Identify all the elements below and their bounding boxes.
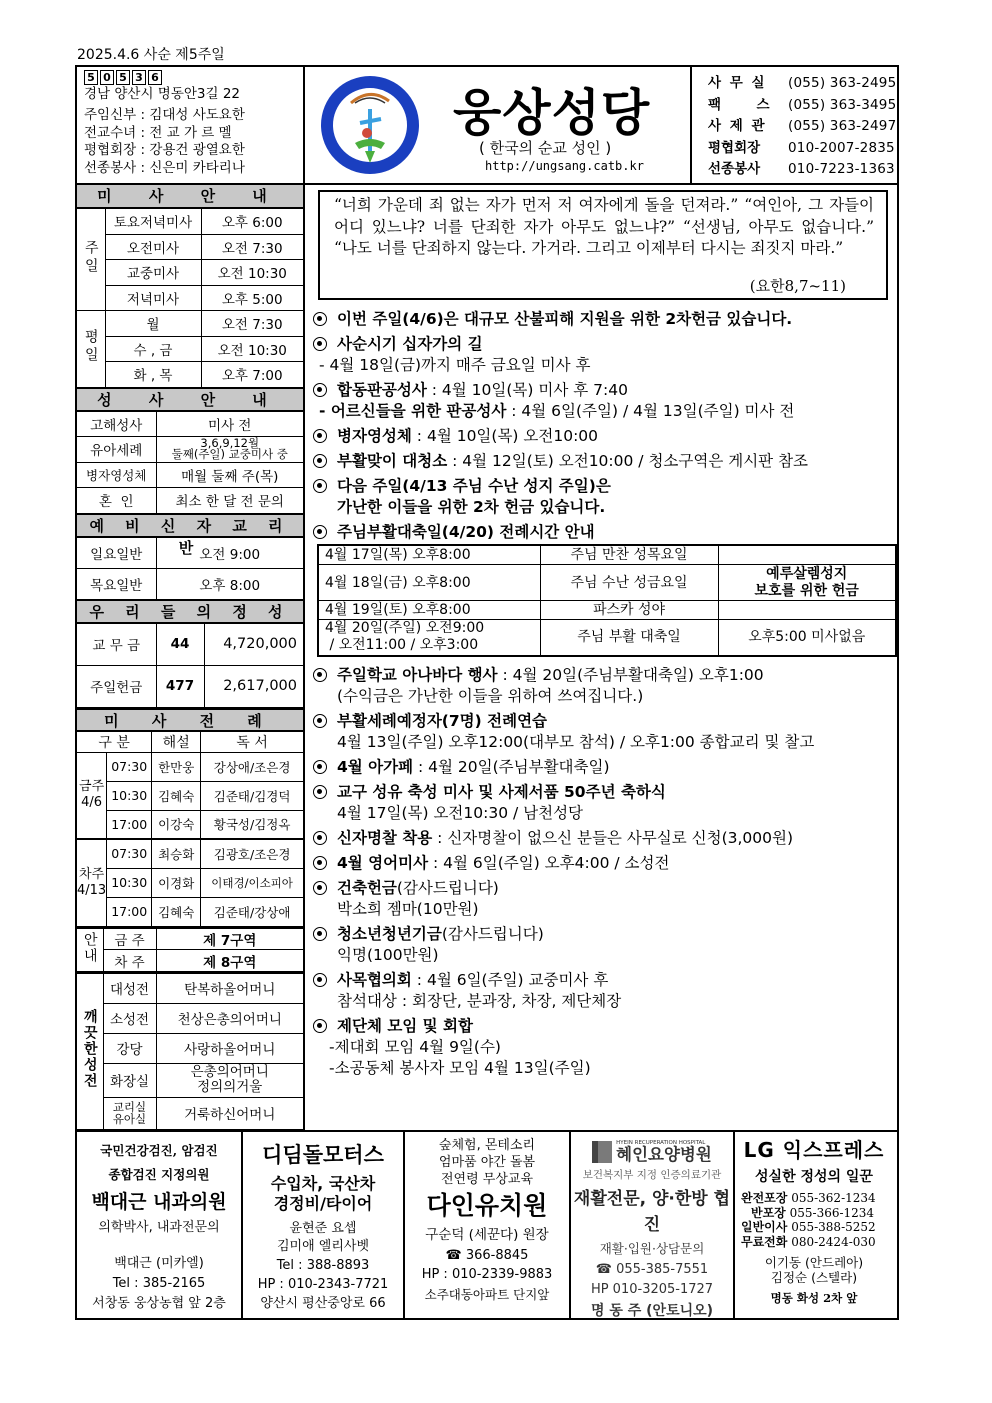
easter-time-line: / 오전11:00 / 오후3:00: [325, 637, 479, 654]
liturgy-title: 미 사 전 례: [77, 708, 303, 731]
class-time: 오전 9:00: [156, 537, 303, 568]
bullet-icon: [313, 1019, 327, 1033]
ad-line: 경정비/타이어: [273, 1194, 373, 1213]
ad-line: 재활·입원·상담문의: [599, 1241, 705, 1256]
mass-time: 오전 7:30: [201, 234, 303, 260]
contact-label: 선종봉사: [708, 161, 761, 177]
ad-motors: [243, 1132, 405, 1320]
ad-mobile: HP 010-3205-1727: [590, 1282, 714, 1297]
easter-time: 4월 18일(금) 오후8:00: [318, 565, 540, 601]
mass-guide-table: [77, 208, 303, 388]
cleaning-group: 거룩하신어머니: [156, 1097, 303, 1129]
cleaning-label: 깨끗한성전: [81, 1009, 98, 1090]
contact-number: 010-7223-1363: [788, 161, 895, 177]
notice-detail: - 4월 18일(금)까지 매주 금요일 미사 후: [319, 356, 591, 374]
contact-label: 사 무 실: [708, 75, 767, 91]
notice-item: [313, 380, 897, 401]
commentator: 최승화: [152, 839, 201, 868]
staff-name: 신은미 카타리나: [149, 159, 245, 176]
ad-mobile: HP : 010-2339-9883: [421, 1267, 553, 1282]
ad-person: 명 동 주 (안토니오): [590, 1303, 714, 1319]
ad-kindergarten: [405, 1132, 571, 1320]
notice-item: [313, 334, 897, 355]
easter-liturgy: 주님 만찬 성목요일: [540, 545, 718, 565]
notice-item: [313, 711, 897, 732]
cleaning-place-line: 유아실: [112, 1112, 147, 1126]
bullet-icon: [313, 856, 327, 870]
notice-detail: (수익금은 가난한 이들을 위하여 쓰여집니다.): [337, 686, 644, 705]
offering-table: [77, 623, 303, 708]
easter-time-line: 4월 20일(주일) 오전9:00: [325, 620, 485, 637]
bullet-icon: [313, 525, 327, 539]
notice-detail: 4월 17일(목) 오전10:30 / 남천성당: [337, 803, 584, 822]
sacrament-value: 최소 한 달 전 문의: [156, 488, 303, 514]
notice-detail: [313, 401, 897, 422]
ad-moving: [735, 1132, 893, 1320]
easter-liturgy: 주님 수난 성금요일: [540, 565, 718, 601]
ad-phone-label: 반포장: [751, 1205, 786, 1220]
cleaning-group: 사랑하올어머니: [156, 1033, 303, 1063]
cleaning-group: 탄복하올어머니: [156, 973, 303, 1003]
week-label: [77, 752, 107, 839]
commentator: 이경화: [152, 868, 201, 897]
notice-detail: : 4월 6일(주일) 오후4:00 / 소성전: [428, 853, 670, 872]
ad-phone-row: [741, 1191, 893, 1206]
easter-note-line: 예루살렘성지: [766, 565, 848, 582]
sacrament-value: [156, 437, 303, 463]
ad-phone: ☎ 366-8845: [445, 1248, 529, 1263]
contact-row: [708, 95, 897, 117]
ad-phone: 080-2424-030: [791, 1234, 876, 1249]
notice-item: [313, 853, 897, 874]
issue-date: 2025.4.6 사순 제5주일: [77, 47, 225, 63]
ad-business-name: 백대근 내과의원: [91, 1191, 227, 1213]
staff-role: 선종봉사: [84, 159, 137, 176]
notice-item: [313, 309, 897, 330]
notice-title: 교구 성유 축성 미사 및 사제서품 50주년 축하식: [337, 782, 666, 801]
ad-person: 이기동 (안드레아): [764, 1255, 864, 1270]
ad-phone: 055-388-5252: [791, 1220, 876, 1234]
ad-person: 김미애 엘리사벳: [276, 1239, 370, 1254]
week-date: 4/13: [77, 882, 107, 898]
bullet-icon: [313, 454, 327, 468]
notice-item: [313, 828, 897, 849]
mass-time: 17:00: [107, 810, 152, 839]
notice-detail: : 신자명찰이 없으신 분들은 사무실로 신청(3,000원): [432, 828, 794, 847]
offering-count: 477: [156, 665, 204, 707]
bullet-icon: [313, 479, 327, 493]
left-column: [77, 185, 305, 1130]
staff-name: 김대성 사도요한: [149, 107, 245, 123]
scripture-quote: [318, 190, 888, 300]
notice-detail: : 4월 20일(주님부활대축일): [413, 757, 610, 776]
readers: 황국성/김정옥: [201, 810, 303, 839]
class-name: 일요일반: [77, 537, 156, 568]
mass-time: 오후 7:00: [201, 362, 303, 388]
class-time: 오후 8:00: [156, 568, 303, 599]
zip-digit: 0: [100, 70, 114, 85]
mass-time: 오전 10:30: [201, 260, 303, 286]
bullet-icon: [313, 383, 327, 397]
cleaning-group-line: 정의의거울: [197, 1079, 263, 1095]
bullet-icon: [313, 337, 327, 351]
readers: 김준태/강상애: [201, 897, 303, 926]
staff-role: 주임신부: [84, 107, 137, 123]
ad-person: 윤현준 요셉: [289, 1221, 357, 1236]
parish-title: 웅상성당: [453, 84, 651, 142]
ad-phone-label: 일반이사: [741, 1220, 788, 1234]
ad-phone: 055-362-1234: [791, 1191, 876, 1205]
offering-count: 44: [156, 623, 204, 665]
ad-person: 김정순 (스텔라): [770, 1270, 858, 1285]
district-guide-table: [77, 927, 303, 973]
notice-detail: : 4월 12일(토) 오전10:00 / 청소구역은 게시판 참조: [447, 452, 809, 470]
staff-row: 평협회장 : 강용건 광열요한: [84, 142, 245, 158]
ad-mobile: HP : 010-2343-7721: [257, 1277, 389, 1292]
mass-name: 수 , 금: [105, 336, 201, 362]
staff-role: 전교수녀: [84, 124, 137, 141]
ad-hospital: [571, 1132, 735, 1320]
mass-time: 10:30: [107, 781, 152, 810]
mass-name: 오전미사: [105, 234, 201, 260]
zip-digit: 5: [116, 70, 130, 85]
notice-item: [313, 665, 897, 686]
commentator: 한만웅: [152, 752, 201, 781]
sacrament-name: 혼 인: [77, 488, 156, 514]
hospital-logo: [571, 1140, 733, 1164]
cleaning-place: 화장실: [103, 1063, 156, 1097]
offering-title: 우 리 들 의 정 성: [77, 600, 303, 623]
cleaning-place: 대성전: [103, 973, 156, 1003]
easter-liturgy: 주님 부활 대축일: [540, 620, 718, 656]
bullet-icon: [313, 831, 327, 845]
offering-name: 주일헌금: [77, 665, 156, 707]
notice-item: [313, 970, 897, 991]
parish-url[interactable]: http://ungsang.catb.kr: [485, 159, 644, 173]
readers: 김광호/조은경: [201, 839, 303, 868]
bullet-icon: [313, 714, 327, 728]
contact-row: [708, 116, 897, 138]
notice-detail: (감사드립니다): [441, 924, 544, 943]
notice-title: 신자명찰 착용: [337, 828, 433, 847]
ad-business-name: LG 익스프레스: [743, 1138, 885, 1162]
sunday-label: 주일: [82, 239, 99, 276]
mass-name: 화 , 목: [105, 362, 201, 388]
easter-schedule-table: [317, 544, 897, 657]
hospital-logo-icon: [592, 1141, 612, 1163]
ad-slogan: 재활전문, 양·한방 협진: [573, 1189, 731, 1235]
notice-title: 사순시기 십자가의 길: [337, 335, 483, 353]
notice-title: 이번 주일(4/6)은 대규모 산불피해 지원을 위한 2차헌금 있습니다.: [337, 310, 793, 328]
notice-item: [313, 522, 897, 543]
easter-liturgy: 파스카 성야: [540, 601, 718, 620]
ad-slogan: 성실한 정성의 일꾼: [755, 1169, 873, 1185]
easter-note: 오후5:00 미사없음: [718, 620, 896, 656]
sacrament-guide-title: 성 사 안 내: [77, 388, 303, 411]
cleaning-place: 소성전: [103, 1003, 156, 1033]
staff-name: 전 교 가 르 멜: [149, 124, 232, 141]
guide-week: 금 주: [103, 928, 156, 950]
ad-line: 수입차, 국산차: [270, 1174, 376, 1193]
week-date: 4/6: [81, 795, 103, 811]
cleaning-group: 천상은총의어머니: [156, 1003, 303, 1033]
easter-note: [718, 545, 896, 565]
notice-title: 주일학교 아나바다 행사: [337, 665, 498, 684]
column-header: 해설: [152, 731, 201, 752]
ad-phone: Tel : 388-8893: [276, 1258, 370, 1273]
ad-line: 국민건강검진, 암검진: [100, 1143, 218, 1158]
bullet-icon: [313, 785, 327, 799]
mass-name: 토요저녁미사: [105, 209, 201, 235]
mass-time: 오후 6:00: [201, 209, 303, 235]
notice-detail: (감사드립니다): [396, 878, 499, 897]
notice-detail: : 4월 6일(주일) 교중미사 후: [411, 970, 609, 989]
mass-name: 교중미사: [105, 260, 201, 286]
notice-detail: : 4월 10일(목) 미사 후 7:40: [426, 381, 628, 399]
ad-phone: Tel : 385-2165: [112, 1276, 206, 1291]
catechumen-title: 예 비 신 자 교 리 반: [77, 514, 303, 537]
bullet-icon: [313, 668, 327, 682]
contact-number: (055) 363-2497: [788, 118, 897, 134]
easter-time: [318, 620, 540, 656]
guide-week: 차 주: [103, 950, 156, 972]
bullet-icon: [313, 973, 327, 987]
mass-time: 07:30: [107, 752, 152, 781]
column-header: 구 분: [77, 731, 152, 752]
notice-title: 부활세례예정자(7명) 전례연습: [337, 711, 548, 730]
ad-address: 서창동 웅상농협 앞 2층: [92, 1296, 226, 1311]
mass-time: 17:00: [107, 897, 152, 926]
ad-phone-label: 무료전화: [741, 1234, 788, 1249]
ad-business-name: 혜인요양병원: [616, 1145, 712, 1164]
notice-detail: 박소희 젬마(10만원): [337, 899, 479, 918]
parish-info: [77, 67, 305, 183]
parish-logo-icon: [315, 73, 425, 178]
easter-note: [718, 601, 896, 620]
easter-note: [718, 565, 896, 601]
notice-detail: 익명(100만원): [337, 945, 439, 964]
staff-name: 강용건 광열요한: [149, 142, 245, 158]
ad-address: 명동 화성 2차 앞: [770, 1291, 858, 1305]
mass-time: 10:30: [107, 868, 152, 897]
notice-item: [313, 451, 897, 472]
header: [77, 67, 897, 185]
guide-district: 제 7구역: [156, 928, 303, 950]
quote-reference: (요한8,7~11): [749, 276, 846, 295]
staff-row: 선종봉사 : 신은미 카타리나: [84, 159, 245, 176]
readers: 강상애/조은경: [201, 752, 303, 781]
bulletin-sheet: [75, 65, 899, 1320]
sacrament-name: 병자영성체: [77, 462, 156, 488]
notices-list: [313, 309, 897, 1079]
ad-phone-row: [741, 1235, 893, 1250]
cleaning-place: 강당: [103, 1033, 156, 1063]
ad-line: 종합검진 지정의원: [108, 1167, 210, 1182]
ad-phone-list: [735, 1191, 893, 1249]
notice-detail: -소공동체 봉사자 모임 4월 13일(주일): [329, 1058, 591, 1077]
offering-amount: 4,720,000: [204, 623, 303, 665]
commentator: 김혜숙: [152, 781, 201, 810]
mass-name: 월: [105, 311, 201, 337]
notice-title: 사목협의회: [337, 970, 412, 989]
notice-item: [313, 1016, 897, 1037]
notice-title: 제단체 모임 및 회합: [337, 1016, 473, 1035]
column-header: 독 서: [201, 731, 303, 752]
contact-row: [708, 159, 897, 181]
mass-time: 오전 7:30: [201, 311, 303, 337]
sacrament-value-line: 둘째(주일) 교중미사 중: [171, 447, 288, 462]
guide-district: 제 8구역: [156, 950, 303, 972]
parish-subtitle: ( 한국의 순교 성인 ): [479, 139, 612, 157]
offering-amount: 2,617,000: [204, 665, 303, 707]
contact-number: (055) 363-2495: [788, 75, 897, 91]
notice-detail: : 4월 10일(목) 오전10:00: [411, 427, 599, 445]
liturgy-table: [77, 731, 303, 927]
cleaning-group: [156, 1063, 303, 1097]
masthead: [305, 67, 690, 183]
notice-item: [313, 878, 897, 899]
ad-business-name: 다인유치원: [426, 1191, 548, 1220]
contact-number: 010-2007-2835: [788, 139, 895, 156]
staff-role: 평협회장: [84, 142, 137, 158]
notice-detail: 가난한 이들을 위한 2차 헌금 있습니다.: [337, 498, 606, 516]
staff-row: 전교수녀 : 전 교 가 르 멜: [84, 124, 232, 141]
ad-line: 보건복지부 지정 인증의료기관: [582, 1169, 722, 1181]
class-name: 목요일반: [77, 568, 156, 599]
sacrament-value: 매월 둘째 주(목): [156, 462, 303, 488]
mass-name: 저녁미사: [105, 285, 201, 311]
bullet-icon: [313, 881, 327, 895]
zip-digit: 6: [148, 70, 162, 85]
notice-detail-text: : 4월 6일(주일) / 4월 13일(주일) 미사 전: [506, 402, 795, 420]
notice-title: 건축헌금: [337, 878, 397, 897]
ad-address: 소주대동아파트 단지앞: [424, 1287, 550, 1302]
mass-time: 07:30: [107, 839, 152, 868]
cleaning-group-line: 은총의어머니: [190, 1064, 269, 1080]
week-label: [77, 839, 107, 926]
ad-phone: 055-366-1234: [789, 1205, 875, 1220]
cleaning-place: [103, 1097, 156, 1129]
ad-phone-row: [741, 1220, 893, 1235]
ad-line: 엄마품 야간 돌봄: [438, 1155, 536, 1170]
address: 경남 양산시 명동안3길 22: [84, 86, 241, 102]
ad-business-name: 디딤돌모터스: [262, 1143, 384, 1167]
notice-title: 4월 아가페: [337, 757, 414, 776]
notice-detail: 4월 13일(주일) 오후12:00(대부모 참석) / 오후1:00 종합교리 및 찰고: [337, 732, 815, 751]
notice-detail: 참석대상 : 회장단, 분과장, 차장, 제단체장: [337, 991, 622, 1010]
readers: 김준태/김경덕: [201, 781, 303, 810]
contact-row: [708, 73, 897, 95]
easter-time: 4월 17일(목) 오후8:00: [318, 545, 540, 565]
notice-item: [313, 476, 897, 497]
notice-detail: -제대회 모임 4월 9일(수): [329, 1037, 501, 1056]
quote-text: “너희 가운데 죄 없는 자가 먼저 저 여자에게 돌을 던져라.” “여인아, 그 자들이 어디 있느냐? 너를 단죄한 자가 아무도 없느냐?” “선생님, 아무도 없습니다.” “나도 너를 단죄하지 않는다. 가거라. 그리고 이제부터 다시는 죄짓지 마라.”: [334, 196, 874, 257]
notice-title: 4월 영어미사: [337, 853, 429, 872]
cleaning-table: [77, 972, 303, 1130]
zip-digit: 3: [132, 70, 146, 85]
readers: 이태경/이소피아: [201, 868, 303, 897]
bullet-icon: [313, 760, 327, 774]
cleaning-place-line: 교리실: [112, 1100, 147, 1114]
ad-line: 전연령 무상교육: [440, 1172, 534, 1187]
easter-note-line: 보호를 위한 헌금: [754, 582, 859, 599]
notice-detail: : 4월 20일(주님부활대축일) 오후1:00: [497, 665, 764, 684]
notice-title: 청소년청년기금: [337, 924, 442, 943]
contact-list: [690, 67, 897, 183]
ad-phone-label: 완전포장: [741, 1191, 788, 1205]
right-column: [305, 185, 897, 1130]
notice-title: 합동판공성사: [337, 381, 427, 399]
sacrament-name: 유아세례: [77, 437, 156, 463]
contact-label: 평협회장: [708, 139, 761, 156]
notice-item: [313, 782, 897, 803]
sacrament-table: [77, 411, 303, 514]
offering-name: 교 무 금: [77, 623, 156, 665]
contact-number: (055) 363-3495: [788, 96, 897, 113]
mass-guide-title: 미 사 안 내: [77, 185, 303, 208]
sacrament-value-line: 3,6,9,12월: [200, 436, 260, 451]
notice-subtitle: - 어르신들을 위한 판공성사: [319, 402, 507, 420]
contact-label: 팩 스: [708, 96, 772, 113]
notice-title: 부활맞이 대청소: [337, 452, 448, 470]
ad-clinic: [77, 1132, 243, 1320]
ad-person: 백대근 (미카엘): [114, 1256, 204, 1271]
zip-digit: 5: [84, 70, 98, 85]
notice-title: 주님부활대축일(4/20) 전례시간 안내: [337, 523, 595, 541]
mass-time: 오전 10:30: [201, 336, 303, 362]
easter-time: 4월 19일(토) 오후8:00: [318, 601, 540, 620]
staff-row: 주임신부 : 김대성 사도요한: [84, 107, 245, 123]
notice-item: [313, 924, 897, 945]
weekday-label: 평일: [82, 328, 99, 365]
commentator: 김혜숙: [152, 897, 201, 926]
zip-code: [84, 70, 303, 85]
ad-phone: ☎ 055-385-7551: [595, 1262, 709, 1277]
ads-row: [77, 1130, 897, 1318]
ad-line: 숲체험, 몬테소리: [438, 1138, 536, 1153]
contact-label: 사 제 관: [708, 118, 767, 134]
mass-time: 오후 5:00: [201, 285, 303, 311]
ad-line: 의학박사, 내과전문의: [98, 1220, 220, 1235]
ad-phone-row: [741, 1206, 893, 1221]
week-name: 금주: [79, 779, 105, 795]
bullet-icon: [313, 927, 327, 941]
ad-eng-name: HYEIN RECUPERATION HOSPITAL: [616, 1140, 706, 1146]
ad-person: 구순덕 (세꾼다) 원장: [425, 1227, 549, 1243]
ad-address: 양산시 평산중앙로 66: [260, 1296, 386, 1311]
sacrament-value: 미사 전: [156, 411, 303, 437]
bullet-icon: [313, 429, 327, 443]
guide-label: 안내: [81, 931, 98, 964]
bullet-icon: [313, 312, 327, 326]
commentator: 이강숙: [152, 810, 201, 839]
notice-title: 다음 주일(4/13 주님 수난 성지 주일)은: [337, 477, 611, 495]
sacrament-name: 고해성사: [77, 411, 156, 437]
notice-title: 병자영성체: [337, 427, 412, 445]
notice-item: [313, 426, 897, 447]
week-name: 차주: [79, 866, 105, 882]
notice-item: [313, 757, 897, 778]
contact-row: [708, 138, 897, 160]
